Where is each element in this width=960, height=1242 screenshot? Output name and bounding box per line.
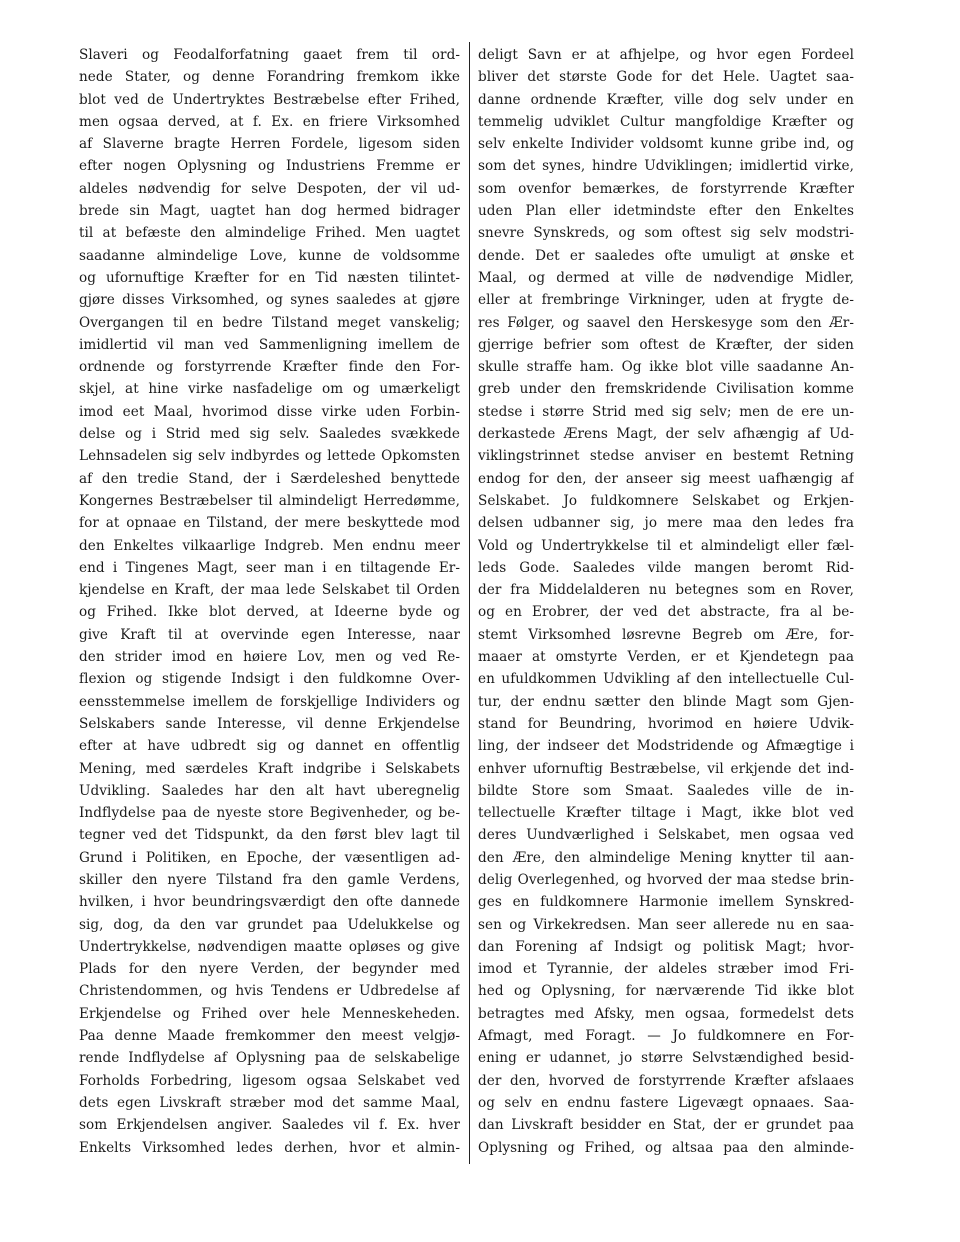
text-line: enhver ufornuftig Bestræbelse, vil erkjende det ind- — [478, 760, 854, 777]
text-line: den Ære, den almindelige Mening knytter til aan- — [478, 849, 854, 866]
text-line: imidlertid vil man ved Sammenligning imellem de — [79, 336, 460, 353]
text-line: Maal, og dermed at ville de nødvendige Midler, — [478, 269, 854, 286]
text-line: Grund i Politiken, en Epoche, der væsentligen ad- — [79, 849, 460, 866]
text-line: tegner ved det Tidspunkt, da den først blev lagt til — [79, 827, 460, 844]
left-column — [79, 44, 460, 1159]
text-line: og selv en endnu fastere Ligevægt opnaaes. Saa- — [478, 1094, 854, 1111]
text-line: Christendommen, og hvis Tendens er Udbredelse af — [79, 983, 460, 1000]
text-line: efter at have udbredt sig og dannet en offentlig — [79, 738, 460, 755]
text-line: Paa denne Maade fremkommer den meest velgjø- — [79, 1028, 460, 1045]
text-line: der den, hvorved de forstyrrende Kræfter afslaaes — [478, 1072, 854, 1089]
text-line: ordnende og forstyrrende Kræfter finde den For- — [79, 359, 460, 376]
text-line: res Følger, og saavel den Herskesyge som den Ær- — [478, 314, 854, 331]
text-line: Vold og Undertrykkelse til et almindeligt eller fæl- — [478, 537, 854, 554]
text-line: stemt Virksomhed løsrevne Begreb om Ære, for- — [478, 626, 854, 643]
text-line: Kongernes Bestræbelser til almindeligt Herredømme, — [79, 492, 460, 509]
text-line: men ogsaa derved, at f. Ex. en friere Virksomhed — [79, 113, 460, 130]
text-line: betragtes med Afsky, men ogsaa, formedelst dets — [478, 1005, 854, 1022]
text-line: nede Stater, og denne Forandring fremkom ikke — [79, 69, 460, 86]
text-line: dende. Det er saaledes ofte umuligt at ønske et — [478, 247, 854, 264]
column-divider — [469, 42, 470, 1164]
text-line: Indflydelse paa de nyeste store Begivenheder, og be- — [79, 805, 460, 822]
text-line: Afmagt, med Foragt. — Jo fuldkomnere en For- — [478, 1028, 854, 1045]
text-line: og en Erobrer, der ved det abstracte, fra al be- — [478, 604, 854, 621]
text-line: imod et Tyrannie, der aldeles stræber imod Fri- — [478, 961, 854, 978]
text-line: flexion og stigende Indsigt i den fuldkomne Over- — [79, 671, 460, 688]
text-line: sig, dog, da den var grundet paa Udelukkelse og — [79, 916, 460, 933]
text-line: dan Forening af Indsigt og politisk Magt; hvor- — [478, 938, 854, 955]
text-line: ges en fuldkomnere Harmonie imellem Synskred- — [478, 894, 854, 911]
text-line: til at befæste den almindelige Frihed. Men uagtet — [79, 225, 460, 242]
text-line: hed og Oplysning, for nærværende Tid ikke blot — [478, 983, 854, 1000]
text-line: og Frihed. Ikke blot derved, at Ideerne byde og — [79, 604, 460, 621]
text-line: som Erkjendelsen angiver. Saaledes vil f. Ex. hver — [79, 1117, 460, 1134]
text-line: Lehnsadelen sig selv indbyrdes og lettede Opkomsten — [79, 448, 460, 465]
text-line: brede sin Magt, uagtet han dog hermed bidrager — [79, 203, 460, 220]
text-line: der fra Middelalderen nu betegnes som en Rover, — [478, 582, 854, 599]
text-line: hvilken, i hvor beundringsværdigt den ofte dannede — [79, 894, 460, 911]
text-line: Selskabet. Jo fuldkomnere Selskabet og Erkjen- — [478, 492, 854, 509]
text-line: bildte Store som Smaat. Saaledes ville de in- — [478, 782, 854, 799]
text-line: som det synes, hindre Udviklingen; imidlertid virke, — [478, 158, 854, 175]
text-line: skjel, at hine virke nasfadelige om og umærkeligt — [79, 381, 460, 398]
text-line: imod eet Maal, hvorimod disse virke uden Forbin- — [79, 403, 460, 420]
text-line: sen og Virkekredsen. Man seer allerede nu en saa- — [478, 916, 854, 933]
text-line: stand for Beundring, hvorimod en høiere Udvik- — [478, 715, 854, 732]
text-line: gjøre disses Virksomhed, og synes saaledes at gjøre — [79, 292, 460, 309]
text-line: Slaveri og Feodalforfatning gaaet frem til ord- — [79, 47, 460, 63]
text-line: viklingstrinnet stedse anviser en bestemt Retning — [478, 448, 854, 465]
text-line: delig Overlegenhed, og hvorved der maa stedse brin- — [478, 871, 854, 888]
text-line: kjendelse en Kraft, der maa lede Selskabet til Orden — [79, 582, 460, 599]
right-column — [478, 44, 854, 1159]
text-line: Undertrykkelse, nødvendigen maatte opløses og give — [79, 938, 460, 955]
text-line: Forholds Forbedring, ligesom ogsaa Selskabet ved — [79, 1072, 460, 1089]
text-line: Mening, med særdeles Kraft indgribe i Selskabets — [79, 760, 460, 777]
text-line: Plads for den nyere Verden, der begynder med — [79, 961, 460, 978]
text-line: uden Plan eller idetmindste efter den Enkeltes — [478, 203, 854, 220]
text-line: som ovenfor bemærkes, de forstyrrende Kræfter — [478, 180, 854, 197]
text-line: og ufornuftige Kræfter for en Tid næsten tilintet- — [79, 269, 460, 286]
text-line: skiller den nyere Tilstand fra den gamle Verdens, — [79, 871, 460, 888]
text-line: delsen udbanner sig, jo mere maa den ledes fra — [478, 515, 854, 532]
text-line: give Kraft til at overvinde egen Interesse, naar — [79, 626, 460, 643]
text-line: en ufuldkommen Udvikling af den intellectuelle Cul- — [478, 671, 854, 688]
text-line: gjerrige befrier som oftest de Kræfter, der siden — [478, 336, 854, 353]
text-line: ening er udannet, jo større Selvstændighed besid- — [478, 1050, 854, 1067]
text-line: snevre Synskreds, og som oftest sig selv modstri- — [478, 225, 854, 242]
text-line: eensstemmelse imellem de forskjellige Individers og — [79, 693, 460, 710]
text-line: tur, der endnu sætter den blinde Magt som Gjen- — [478, 693, 854, 710]
text-line: Udvikling. Saaledes har den alt havt uberegnelig — [79, 782, 460, 799]
text-line: end i Tingenes Magt, seer man i en tiltagende Er- — [79, 559, 460, 576]
text-line: stedse i større Strid med sig selv; men de ere un- — [478, 403, 854, 420]
text-line: deligt Savn er at afhjelpe, og hvor egen Fordeel — [478, 47, 854, 63]
text-line: blot ved de Undertryktes Bestræbelse efter Frihed, — [79, 91, 460, 108]
text-line: Oplysning og Frihed, og altsaa paa den alminde- — [478, 1139, 854, 1156]
text-line: Enkelts Virksomhed ledes derhen, hvor et almin- — [79, 1139, 460, 1156]
text-line: bliver det største Gode for det Hele. Uagtet saa- — [478, 69, 854, 86]
text-line: selv enkelte Individer voldsomt kunne gribe ind, og — [478, 136, 854, 153]
text-line: for at opnaae en Tilstand, der mere beskyttede mod — [79, 515, 460, 532]
text-line: Selskabers sande Interesse, vil denne Erkjendelse — [79, 715, 460, 732]
text-line: rende Indflydelse af Oplysning paa de selskabelige — [79, 1050, 460, 1067]
text-line: den strider imod en høiere Lov, men og ved Re- — [79, 649, 460, 666]
text-line: Erkjendelse og Frihed over hele Menneskeheden. — [79, 1005, 460, 1022]
text-line: derkastede Ærens Magt, der selv afhængig af Ud- — [478, 426, 854, 443]
text-line: dets egen Livskraft stræber mod det samme Maal, — [79, 1094, 460, 1111]
text-line: efter nogen Oplysning og Industriens Fremme er — [79, 158, 460, 175]
text-line: endog for den, der anseer sig meest uafhængig af — [478, 470, 854, 487]
text-line: tellectuelle Kræfter tiltage i Magt, ikke blot ved — [478, 805, 854, 822]
text-line: greb under den fremskridende Civilisation komme — [478, 381, 854, 398]
text-line: Overgangen til en bedre Tilstand meget vanskelig; — [79, 314, 460, 331]
text-line: eller at frembringe Virkninger, uden at frygte de- — [478, 292, 854, 309]
text-line: dan Livskraft besidder en Stat, der er grundet paa — [478, 1117, 854, 1134]
text-line: af Slaverne bragte Herren Fordele, ligesom siden — [79, 136, 460, 153]
text-line: leds Gode. Saaledes vilde mangen beromt Rid- — [478, 559, 854, 576]
text-line: den Enkeltes vilkaarlige Indgreb. Men endnu meer — [79, 537, 460, 554]
text-line: skulle straffe ham. Og ikke blot ville saadanne An- — [478, 359, 854, 376]
text-line: aldeles nødvendig for selve Despoten, der vil ud- — [79, 180, 460, 197]
text-line: maaer at omstyrte Verden, er et Kjendetegn paa — [478, 649, 854, 666]
text-line: danne ordnende Kræfter, ville dog selv under en — [478, 91, 854, 108]
text-line: ling, der indseer det Modstridende og Afmægtige i — [478, 738, 854, 755]
text-line: deres Uundværlighed i Selskabet, men ogsaa ved — [478, 827, 854, 844]
text-line: af den tredie Stand, der i Særdeleshed benyttede — [79, 470, 460, 487]
text-line: temmelig udviklet Cultur mangfoldige Kræfter og — [478, 113, 854, 130]
text-line: delse og i Strid med sig selv. Saaledes svækkede — [79, 426, 460, 443]
text-line: saadanne almindelige Love, kunne de voldsomme — [79, 247, 460, 264]
